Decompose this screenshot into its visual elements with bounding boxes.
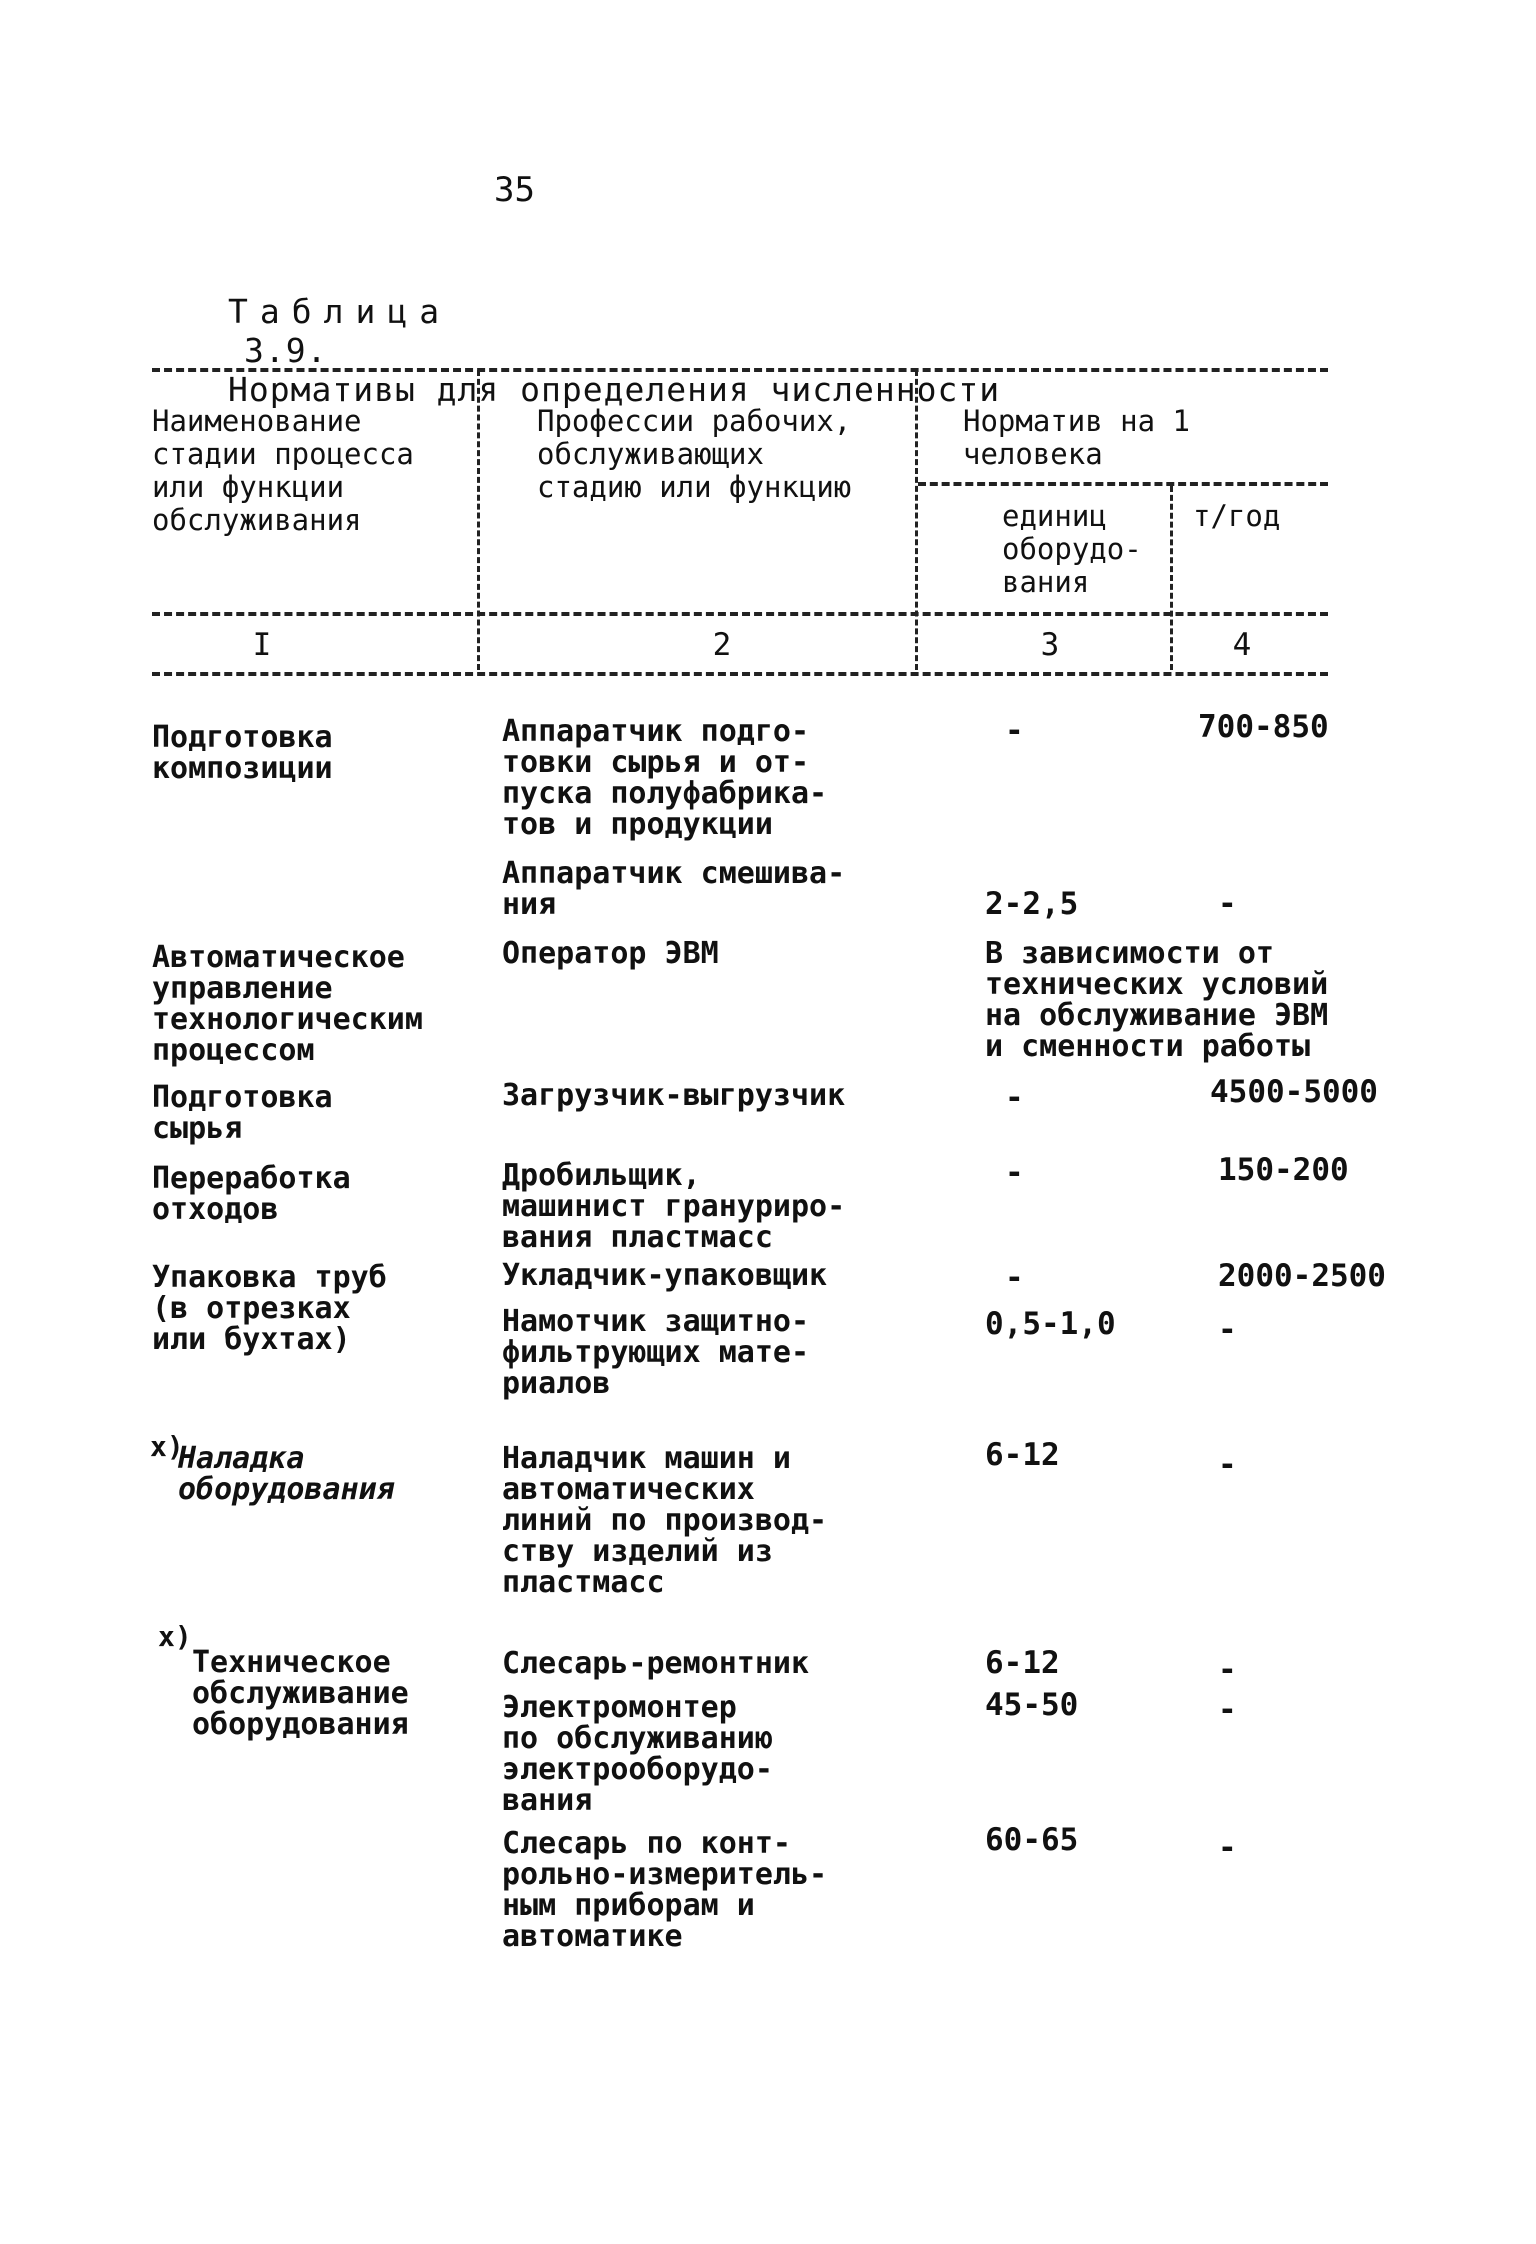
caption-label: Таблица [228,292,452,331]
row-4-tpy: 150-200 [1218,1152,1349,1188]
column-number-2: 2 [712,627,732,663]
row-3-units: - [1005,1080,1024,1116]
row-8-footnote-marker: x) [158,1620,192,1653]
header-stage: Наименование стадии процесса или функции обслуживания [152,404,414,537]
row-7-profession: Наладчик машин и автоматических линий по производ- ству изделий из пластмасс [502,1441,828,1600]
row-4-units: - [1005,1155,1024,1191]
row-8-stage: Техническое обслуживание оборудования [192,1645,409,1742]
row-3-profession: Загрузчик-выгрузчик [502,1078,846,1113]
col-divider-1 [477,370,480,670]
col-divider-2 [915,370,918,670]
header-tpy: т/год [1193,499,1281,533]
row-1-units: 2-2,5 [985,886,1079,922]
row-4-profession: Дробильщик, машинист грануриро- вания пластмасс [502,1158,846,1255]
header-profession: Профессии рабочих, обслуживающих стадию или функцию [537,404,852,504]
header-norm: Норматив на 1 человека [963,404,1190,471]
row-3-stage: Подготовка сырья [152,1080,333,1146]
header-bottom-rule [152,612,1328,616]
row-9-tpy: - [1218,1692,1237,1728]
row-5-profession: Укладчик-упаковщик [502,1258,828,1293]
row-10-tpy: - [1218,1830,1237,1866]
table-top-rule [152,368,1328,372]
column-number-1: I [252,627,272,663]
column-number-3: 3 [1040,627,1060,663]
col-divider-3 [1170,486,1173,670]
column-number-rule [152,672,1328,676]
row-5-tpy: 2000-2500 [1218,1258,1386,1294]
row-7-tpy: - [1218,1447,1237,1483]
row-3-tpy: 4500-5000 [1210,1074,1378,1110]
row-7-stage: Наладка оборудования [178,1441,395,1507]
row-5-units: - [1005,1260,1024,1296]
row-0-tpy: 700-850 [1198,709,1329,745]
column-number-4: 4 [1232,627,1252,663]
row-7-units: 6-12 [985,1437,1060,1473]
row-8-profession: Слесарь-ремонтник [502,1646,810,1681]
row-6-profession: Намотчик защитно- фильтрующих мате- риалов [502,1304,810,1401]
row-2-profession: Оператор ЭВМ [502,936,719,971]
row-6-units: 0,5-1,0 [985,1306,1116,1342]
page-number: 35 [494,170,535,210]
row-0-stage: Подготовка композиции [152,720,333,786]
subheader-rule [918,482,1328,486]
row-7-footnote-marker: x) [150,1430,184,1463]
row-8-tpy: - [1218,1652,1237,1688]
row-1-tpy: - [1218,886,1237,922]
row-9-units: 45-50 [985,1687,1079,1723]
table-caption [228,253,1000,409]
header-units: единиц оборудо- вания [1002,499,1142,599]
caption-number: 3.9. [244,331,328,370]
row-1-profession: Аппаратчик смешива- ния [502,856,846,922]
row-4-stage: Переработка отходов [152,1161,351,1227]
caption-text: Нормативы для определения численности [228,370,1001,409]
row-10-profession: Слесарь по конт- рольно-измеритель- ным приборам и автоматике [502,1826,828,1954]
row-2-note: В зависимости от технических условий на обслуживание ЭВМ и сменности работы [985,936,1329,1064]
row-6-tpy: - [1218,1312,1237,1348]
row-9-profession: Электромонтер по обслуживанию электрооборудо- вания [502,1690,773,1818]
row-5-stage: Упаковка труб (в отрезках или бухтах) [152,1260,387,1357]
row-0-profession: Аппаратчик подго- товки сырья и от- пуска полуфабрика- тов и продукции [502,714,828,842]
row-0-units: - [1005,713,1024,749]
row-10-units: 60-65 [985,1822,1079,1858]
row-8-units: 6-12 [985,1645,1060,1681]
row-2-stage: Автоматическое управление технологическим процессом [152,940,423,1068]
